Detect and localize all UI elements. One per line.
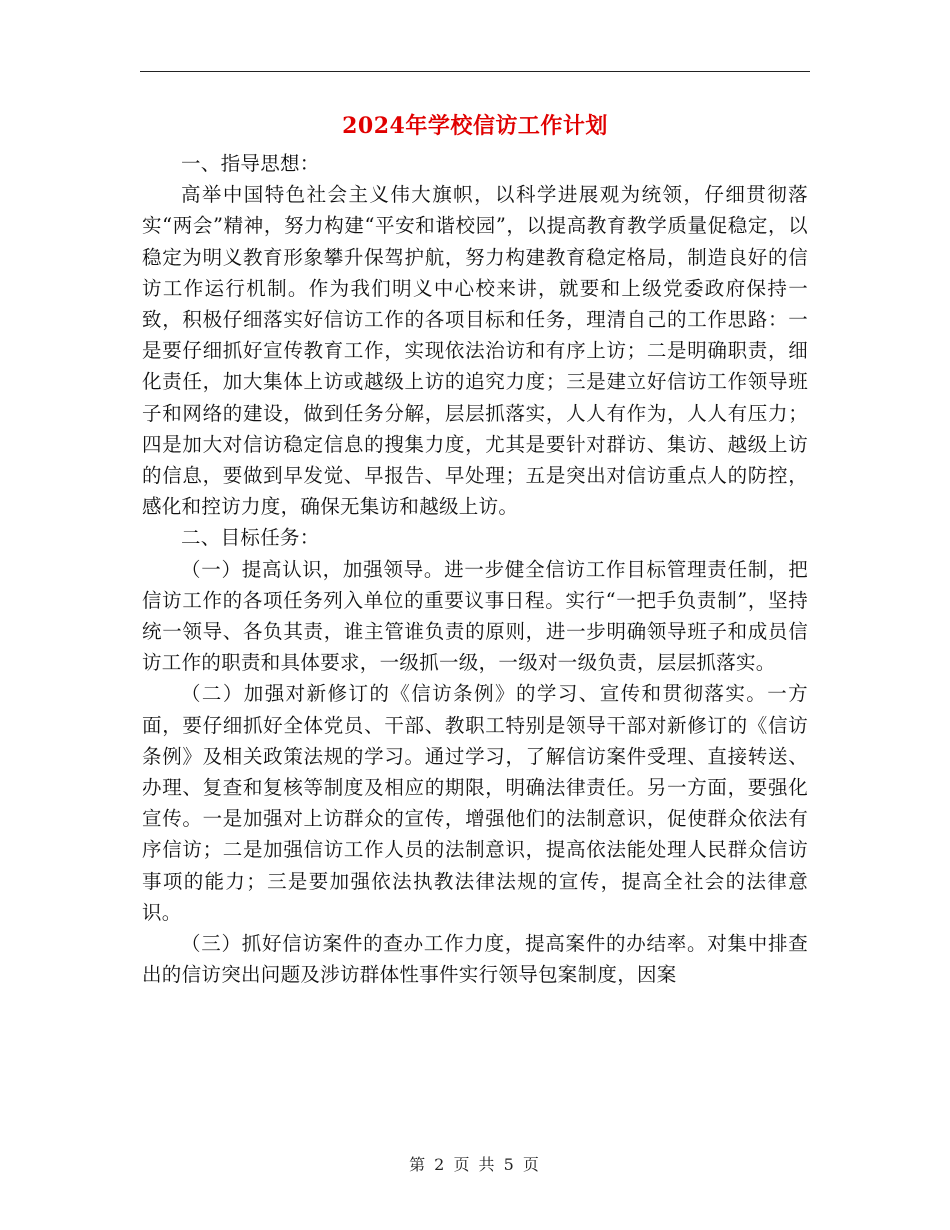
document-title: 2024年学校信访工作计划 (342, 113, 608, 139)
paragraph-target-3: （三）抓好信访案件的查办工作力度，提高案件的办结率。对集中排查出的信访突出问题及涉访群体性事件实行领导包案制度，因案 (142, 932, 808, 987)
document-body (142, 148, 808, 990)
section-heading-targets: 二、目标任务： (181, 526, 320, 550)
paragraph-target-1: （一）提高认识，加强领导。进一步健全信访工作目标管理责任制，把信访工作的各项任务列入单位的重要议事日程。实行“一把手负责制”，坚持统一领导、各负其责，谁主管谁负责的原则，进一步明确领导班子和成员信访工作的职责和具体要求，一级抓一级，一级对一级负责，层层抓落实。 (142, 557, 808, 675)
paragraph-guiding-thought: 高举中国特色社会主义伟大旗帜，以科学进展观为统领，仔细贯彻落实“两会”精神，努力构建“平安和谐校园”，以提高教育教学质量促稳定，以稳定为明义教育形象攀升保驾护航，努力构建教育稳定格局，制造良好的信访工作运行机制。作为我们明义中心校来讲，就要和上级党委政府保持一致，积极仔细落实好信访工作的各项目标和任务，理清自己的工作思路：一是要仔细抓好宣传教育工作，实现依法治访和有序上访；二是明确职责，细化责任，加大集体上访或越级上访的追究力度；三是建立好信访工作领导班子和网络的建设，做到任务分解，层层抓落实，人人有作为，人人有压力；四是加大对信访稳定信息的搜集力度，尤其是要针对群访、集访、越级上访的信息，要做到早发觉、早报告、早处理；五是突出对信访重点人的防控，感化和控访力度，确保无集访和越级上访。 (142, 183, 808, 519)
header-rule (140, 71, 810, 72)
section-heading-guiding-thought: 一、指导思想： (181, 152, 320, 175)
paragraph-target-2: （二）加强对新修订的《信访条例》的学习、宣传和贯彻落实。一方面，要仔细抓好全体党员、干部、教职工特别是领导干部对新修订的《信访条例》及相关政策法规的学习。通过学习，了解信访案件受理、直接转送、办理、复查和复核等制度及相应的期限，明确法律责任。另一方面，要强化宣传。一是加强对上访群众的宣传，增强他们的法制意识，促使群众依法有序信访；二是加强信访工作人员的法制意识，提高依法能处理人民群众信访事项的能力；三是要加强依法执教法律法规的宣传，提高全社会的法律意识。 (142, 682, 808, 924)
page-number-footer: 第 2 页 共 5 页 (409, 1155, 541, 1174)
